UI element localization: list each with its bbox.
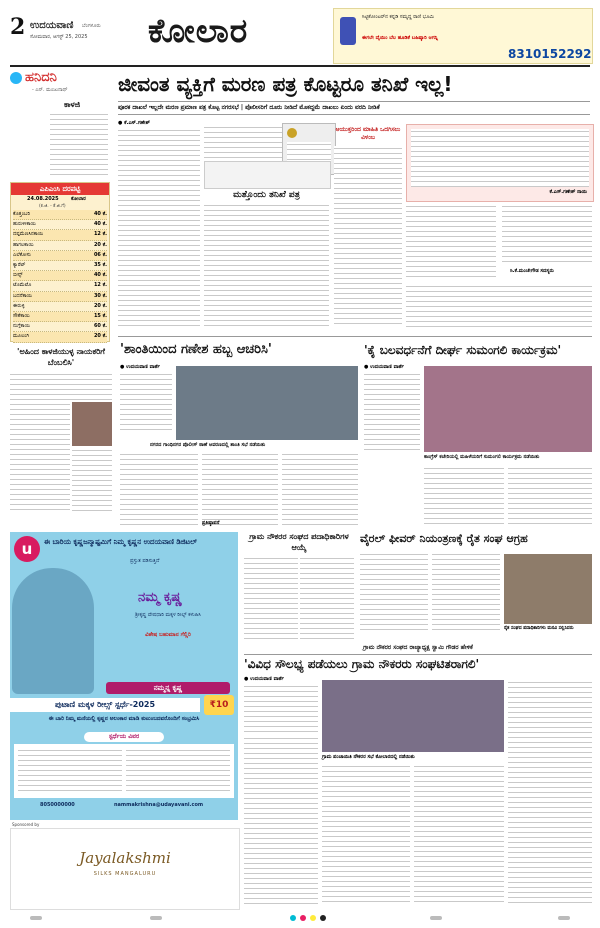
lead-quote-text bbox=[411, 129, 589, 187]
rate-price: 06 ಕೆ. bbox=[93, 251, 107, 258]
rate-row bbox=[13, 292, 107, 302]
employees-col-2 bbox=[508, 680, 592, 906]
lead-col-7 bbox=[406, 284, 592, 328]
udayavani-logo-icon: u bbox=[14, 536, 40, 562]
honey-logo-icon bbox=[10, 72, 22, 84]
side-col-b bbox=[10, 402, 70, 512]
contest-rules-left bbox=[18, 748, 122, 792]
sumangali-col-1 bbox=[364, 372, 420, 452]
ad-text-2: ಈಗಲೇ ದೈಯಿಂ ಬೆಲ ಹೂಡಿಕೆ ಬಹಿಷ್ಕಾರಿ ಆಗನ್ನಿ bbox=[362, 35, 438, 41]
fever-headline: ವೈರಲ್ ಫೀವರ್ ನಿಯಂತ್ರಣಕ್ಕೆ ರೈತ ಸಂಘ ಆಗ್ರಹ bbox=[360, 532, 528, 545]
rates-title: ಎಪಿಎಂಸಿ ದರಪಟ್ಟಿ bbox=[11, 183, 109, 195]
lead-col-3 bbox=[204, 203, 329, 328]
employees-col-1 bbox=[244, 684, 318, 732]
ganesha-photo-caption: ನಗರದ ಗಾಂಧಿನಗರ ಪೊಲೀಸ್ ಠಾಣೆ ಆವರಣದಲ್ಲಿ ಶಾಂತಿ ಸಭೆ ನಡೆಯಿತು bbox=[150, 442, 266, 448]
ad-phone-icon bbox=[340, 17, 356, 45]
fever-col-2 bbox=[432, 552, 500, 634]
side-col-a bbox=[10, 372, 112, 400]
rate-price: 30 ಕೆ. bbox=[93, 292, 107, 299]
contest-rules-right bbox=[126, 748, 230, 792]
sponsor-sub: SILKS MANGALURU bbox=[93, 871, 157, 877]
employees-col-5 bbox=[414, 764, 504, 906]
ganesha-photo bbox=[176, 366, 358, 440]
rates-subhead: (ಕ.ಜಿ. - ಕೆ.ಜಿ.ಗೆ) bbox=[39, 204, 66, 209]
contest-whatsapp[interactable]: 8050000000 bbox=[40, 802, 75, 808]
rate-price: 35 ಕೆ. bbox=[93, 262, 107, 269]
lead-mid-heading: ಆಯುಕ್ತರಿಂದ ಮಾಹಿತಿ ಒದಗಿಸಲು ವಿಳಂಬ bbox=[335, 126, 401, 141]
lead-subhead: ಪೂರಕ ದಾಖಲೆ ಇಲ್ಲದೇ ಮರಣ ಪ್ರಮಾಣ ಪತ್ರ ಕೊಟ್ಟ ನಗರಸಭೆ | ಪೊಲೀಸರಿಗೆ ದೂರು ನೀಡಿದೆ ಮೊಕದ್ದಮೆ ದಾಖಲು ಏಂದು ವರದಿ ನೀಡಿಕೆ bbox=[118, 101, 590, 115]
lead-photo-caption: ಮತ್ತೊಂದು ತನಿಖೆ ಪತ್ರ bbox=[233, 190, 300, 200]
fever-photo-caption: ರೈತ ಸಂಘದ ಪದಾಧಿಕಾರಿಗಳು ಮನವಿ ಸಲ್ಲಿಸಿದರು bbox=[504, 626, 574, 631]
contest-promo-2: ವಿಶೇಷ ಬಹುಮಾನ ಗೆಲ್ಲಿರಿ bbox=[145, 632, 191, 638]
rate-price: 12 ಕೆ. bbox=[93, 282, 107, 289]
contest-ad[interactable] bbox=[10, 532, 238, 820]
fever-col-1 bbox=[360, 552, 428, 634]
rate-price: 15 ಕೆ. bbox=[93, 313, 107, 320]
honey-byline: - ಎನ್. ಮಂಜುನಾಥ್ bbox=[32, 87, 68, 93]
contest-title: ಪುಟಾಣಿ ಮಕ್ಕಳ ರೀಲ್ಸ್ ಸ್ಪರ್ಧೆ-2025 bbox=[10, 698, 200, 712]
lead-quote-attribution-2: ಸಿ.ಕೆ.ಮಂಜೇಗೌಡ ಸದಸ್ಯರು bbox=[510, 268, 554, 274]
edition-label: ಬೆಂಗಳೂರು bbox=[82, 23, 101, 29]
rate-row bbox=[13, 230, 107, 240]
rate-item: ಎಲೆಕೋಸು bbox=[13, 251, 31, 258]
ganesha-byline: ● ಉದಯವಾಣಿ ವಾರ್ತೆ bbox=[120, 364, 160, 370]
lead-quote-box bbox=[406, 124, 594, 202]
honey-poem bbox=[50, 112, 108, 176]
contract-col-2 bbox=[300, 556, 354, 642]
sumangali-headline: 'ಕೈ ಬಲವರ್ಧನೆಗೆ ದೀರ್ಘ ಸುಮಂಗಲಿ ಕಾರ್ಯಕ್ರಮ' bbox=[364, 343, 562, 357]
lead-bottom-rule bbox=[118, 336, 592, 337]
sumangali-photo-caption: ಕಾಂಗ್ರೆಸ್ ಕಚೇರಿಯಲ್ಲಿ ಮಹಿಳೆಯರಿಗೆ ಸುಮಂಗಲಿ ಕಾರ್ಯಕ್ರಮ ನಡೆಯಿತು bbox=[424, 454, 540, 460]
rate-row bbox=[13, 312, 107, 322]
rate-price: 60 ಕೆ. bbox=[93, 323, 107, 330]
page-number: 2 bbox=[10, 14, 26, 40]
rate-item: ಈರುಳ್ಳಿ bbox=[13, 302, 25, 309]
side-portrait bbox=[72, 402, 112, 446]
rates-list bbox=[13, 210, 107, 343]
employees-kicker: ಗ್ರಾಮ ನೌಕರರ ಸಂಘದ ರಾಜ್ಯಾಧ್ಯಕ್ಷ ಸ್ವಾಮಿ ಗೌಡರ ಹೇಳಿಕೆ bbox=[363, 644, 473, 651]
rate-row bbox=[13, 322, 107, 332]
employees-col-4 bbox=[322, 764, 410, 906]
rates-place: ಕೋಲಾರ bbox=[71, 196, 86, 202]
masthead-rule bbox=[10, 65, 590, 67]
rate-item: ಬೀನ್ಸ್ bbox=[13, 272, 23, 279]
lead-quote-attribution: ಕೆ.ಎಸ್.ಗಣೇಶ್ ನಾಯಿ bbox=[549, 189, 587, 195]
contest-rules-title: ಸ್ಪರ್ಧೆಯ ವಿವರ bbox=[84, 732, 164, 742]
lead-byline: ● ಕೆ.ಎಸ್.ಗಣೇಶ್ bbox=[118, 120, 150, 126]
rate-item: ಸೌತೆಕಾಯಿ bbox=[13, 313, 30, 320]
contest-invite: ಈ ಬಾರಿ ನಿಮ್ಮ ಮನೆಯಲ್ಲಿ ಕೃಷ್ಣನ ಅಲಂಕಾರ ಮಾಡಿ ಕುಟುಂಬದವರೊಂದಿಗೆ ಸಂಭ್ರಮಿಸಿ bbox=[48, 716, 200, 722]
employees-col-3 bbox=[244, 736, 318, 906]
rate-item: ಹುರುಳೀಕಾಯಿ bbox=[13, 221, 36, 228]
rate-item: ನುಗ್ಗೆಕಾಯಿ bbox=[13, 323, 30, 330]
masthead-ad[interactable] bbox=[333, 8, 593, 64]
section-title: ಕೋಲಾರ bbox=[148, 11, 249, 50]
sumangali-byline: ● ಉದಯವಾಣಿ ವಾರ್ತೆ bbox=[364, 364, 404, 370]
sumangali-col-2 bbox=[424, 466, 504, 528]
rate-item: ಟೊಮೆಟೊ bbox=[13, 282, 32, 289]
ad-text-1: ಸಿಟ್ಟಿಕೋಂಟರ್‌ನ ಕನ್ನಡಿ ಸಮೃದ್ಧ ರಾಣಿ ಭೂಮಿ bbox=[362, 14, 435, 20]
contest-logo-title: ನಮ್ಮ ಕೃಷ್ಣ bbox=[138, 590, 182, 605]
rate-price: 40 ಕೆ. bbox=[93, 221, 107, 228]
rate-price: 20 ಕೆ. bbox=[93, 241, 107, 248]
sumangali-col-3 bbox=[508, 466, 592, 528]
contract-headline: ಗ್ರಾಮ ನೌಕರರ ಸಂಘದ ಪದಾಧಿಕಾರಿಗಳ ಆಯ್ಕೆ bbox=[249, 532, 349, 552]
contract-col-1 bbox=[244, 556, 298, 642]
rate-row bbox=[13, 302, 107, 312]
contest-prize-badge: ₹10 bbox=[204, 695, 234, 715]
contest-email[interactable]: nammakrishna@udayavani.com bbox=[114, 802, 204, 808]
lead-col-2 bbox=[204, 125, 282, 159]
honey-heading: ಕಾಳಜಿ bbox=[64, 100, 81, 109]
rate-row bbox=[13, 332, 107, 342]
paper-name: ಉದಯವಾಣಿ bbox=[30, 20, 74, 31]
side-headline: 'ಅಹಿಂದ ಕಾಳಜಿಯುಳ್ಳ ನಾಯಕರಿಗೆ ಬೆಂಬಲಿಸಿ' bbox=[17, 347, 105, 367]
lead-col-5 bbox=[406, 204, 496, 280]
ganesha-col-4 bbox=[282, 452, 358, 528]
sponsor-name: Jayalakshmi bbox=[79, 849, 171, 867]
rate-item: ಬದನೆಕಾಯಿ bbox=[13, 292, 32, 299]
rate-row bbox=[13, 261, 107, 271]
rate-row bbox=[13, 281, 107, 291]
rate-item: ಕ್ಯಾರೆಟ್ bbox=[13, 262, 26, 269]
employees-headline: 'ವಿವಿಧ ಸೌಲಭ್ಯ ಪಡೆಯಲು ಗ್ರಾಮ ನೌಕರರು ಸಂಘಟಿತರಾಗಲಿ' bbox=[244, 654, 592, 673]
lead-col-1 bbox=[118, 128, 200, 328]
contest-top-line: ಈ ಬಾರಿಯ ಕೃಷ್ಣಜನ್ಮಾಷ್ಟಮಿಗೆ ನಿಮ್ಮ ಕೃಷ್ಣನ ಉದಯವಾಣಿ ಡಿಜಿಟಲ್ bbox=[44, 538, 197, 546]
contest-rules-box bbox=[14, 744, 234, 798]
lead-headline: ಜೀವಂತ ವ್ಯಕ್ತಿಗೆ ಮರಣ ಪತ್ರ ಕೊಟ್ಟರೂ ತನಿಖೆ ಇಲ್ಲ! bbox=[118, 72, 453, 96]
rate-price: 20 ಕೆ. bbox=[93, 333, 107, 340]
sponsor-banner bbox=[10, 828, 240, 910]
rate-price: 12 ಕೆ. bbox=[93, 231, 107, 238]
ganesha-col-1 bbox=[120, 372, 172, 434]
rate-row bbox=[13, 220, 107, 230]
emblem-icon bbox=[287, 128, 297, 138]
ganesha-headline: 'ಶಾಂತಿಯಿಂದ ಗಣೇಶ ಹಬ್ಬ ಆಚರಿಸಿ' bbox=[120, 342, 272, 357]
contest-sub-line: ಪ್ರಸ್ತುತ ಪಡಿಸುತ್ತಿದೆ bbox=[130, 558, 160, 564]
ganesha-subhead: ಪ್ರತಿಷ್ಠಾಪನೆ bbox=[202, 520, 220, 526]
employees-photo-caption: ಗ್ರಾಮ ಪಂಚಾಯಿತಿ ನೌಕರರ ಸಭೆ ಕೋಲಾರದಲ್ಲಿ ನಡೆಯಿತು bbox=[322, 754, 415, 760]
sponsor-label: Sponsored by bbox=[12, 822, 40, 827]
rate-row bbox=[13, 251, 107, 261]
contest-band: ನಮ್ಮನ್ನ ಕೃಷ್ಣ bbox=[106, 682, 230, 694]
ganesha-col-2 bbox=[120, 452, 198, 528]
honey-column bbox=[10, 70, 110, 342]
lead-certificate-image bbox=[204, 161, 331, 189]
rate-item: ಹಾಗಲಕಾಯಿ bbox=[13, 241, 34, 248]
side-col-c bbox=[72, 448, 112, 512]
rate-row bbox=[13, 241, 107, 251]
honey-title: ಹನಿದನಿ bbox=[25, 70, 57, 85]
sumangali-photo bbox=[424, 366, 592, 452]
rate-item: ಕೊತ್ತಂಬರಿ bbox=[13, 211, 30, 217]
contest-promo-1: ಶ್ರೀಕೃಷ್ಣ ವೇಷಧಾರಿ ಮಕ್ಕಳ ರೀಲ್ಸ್ ಕಳುಹಿಸಿ bbox=[135, 612, 201, 618]
lead-col-6 bbox=[502, 204, 592, 264]
ganesha-col-3 bbox=[202, 452, 278, 528]
employees-photo bbox=[322, 680, 504, 752]
employees-byline: ● ಉದಯವಾಣಿ ವಾರ್ತೆ bbox=[244, 676, 284, 682]
rate-item: ದಪ್ಪಮೆಣಸಿನಕಾಯಿ bbox=[13, 231, 44, 238]
ad-text-right bbox=[460, 13, 586, 43]
lead-col-4 bbox=[334, 146, 402, 328]
rate-item: ಮೂಲಂಗಿ bbox=[13, 333, 30, 340]
ad-phone-number: 8310152292 bbox=[508, 47, 592, 61]
rate-price: 40 ಕೆ. bbox=[93, 211, 107, 217]
rates-date: 24.08.2025 bbox=[27, 196, 59, 202]
rate-price: 40 ಕೆ. bbox=[93, 272, 107, 279]
fever-photo bbox=[504, 554, 592, 624]
issue-date: ಸೋಮವಾರ, ಆಗಸ್ಟ್ 25, 2025 bbox=[30, 34, 88, 40]
rate-row bbox=[13, 271, 107, 281]
masthead bbox=[0, 0, 600, 66]
krishna-child-image bbox=[12, 568, 94, 694]
rate-row bbox=[13, 210, 107, 220]
rate-price: 20 ಕೆ. bbox=[93, 302, 107, 309]
print-registration-marks bbox=[30, 914, 570, 922]
rates-box bbox=[10, 182, 110, 342]
